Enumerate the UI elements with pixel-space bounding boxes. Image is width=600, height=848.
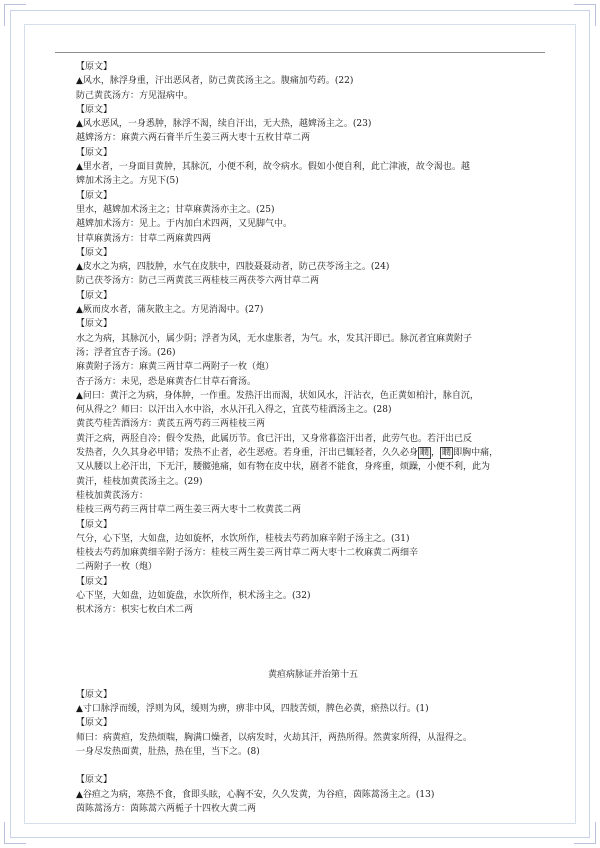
formula-line: 茵陈蒿汤方：茵陈蒿六两栀子十四枚大黄二两 [76, 803, 257, 814]
section-heading: 【原文】 [76, 104, 113, 115]
boxed-character: 瞤 [420, 448, 430, 459]
body-line-continued: 黄汗，桂枝加黄芪汤主之。(29) [76, 476, 203, 487]
formula-line: 甘草麻黄汤方：甘草二两麻黄四两 [76, 233, 212, 244]
text-run: 即胸中痛， [453, 448, 499, 459]
formula-line: 麻黄附子汤方：麻黄三两甘草二两附子一枚（炮） [76, 362, 275, 373]
body-line: ▲厥而皮水者，蒲灰散主之。方见消渴中。(27) [76, 305, 264, 316]
body-line: 心下坚，大如盘，边如旋盘，水饮所作，枳术汤主之。(32) [76, 590, 311, 601]
section-heading: 【原文】 [76, 775, 113, 786]
formula-line: 黄芪芍桂苦酒汤方：黄芪五两芍药三两桂枝三两 [76, 419, 266, 430]
body-line-continued: 何从得之？师曰：以汗出入水中浴，水从汗孔入得之，宜芪芍桂酒汤主之。(28) [76, 405, 392, 416]
section-heading: 【原文】 [76, 718, 113, 729]
section-heading: 【原文】 [76, 290, 113, 301]
section-heading: 【原文】 [76, 576, 113, 587]
section-heading: 【原文】 [76, 319, 113, 330]
body-line: 师曰：病黄疸，发热烦喘，胸满口燥者，以病发时，火劫其汗，两热所得。然黄家所得，从湿得之。 [76, 732, 473, 743]
text-run: 发热者，久久其身必甲错；发热不止者，必生恶疮。若身重，汗出已辄轻者，久久必身 [76, 448, 419, 459]
corner-ornament [574, 822, 596, 844]
section-heading: 【原文】 [76, 147, 113, 158]
body-line: 黄汗之病，两胫自冷；假令发热，此属历节。食已汗出，又身常暮盗汗出者，此劳气也。若汗出已反 [76, 433, 473, 444]
corner-ornament [4, 822, 26, 844]
corner-ornament [4, 4, 26, 26]
section-heading: 【原文】 [76, 190, 113, 201]
body-line: 里水，越婢加术汤主之；甘草麻黄汤亦主之。(25) [76, 204, 275, 215]
spacer [66, 618, 550, 668]
body-line-continued: 又从腰以上必汗出，下无汗，腰髋弛痛，如有物在皮中状，剧者不能食，身疼重，烦躁，小便不利，此为 [76, 462, 491, 473]
spacer [66, 759, 550, 773]
document-body [66, 60, 550, 816]
body-line-continued: 婢加术汤主之。方见下(5) [76, 176, 179, 187]
chapter-title: 黄疸病脉证并治第十五 [267, 669, 358, 680]
body-line: 水之为病，其脉沉小，属少阴；浮者为风，无水虚胀者，为气。水，发其汗即已。脉沉者宜麻黄附子 [76, 333, 473, 344]
body-line: ▲里水者，一身面目黄肿，其脉沉，小便不利，故令病水。假如小便自利，此亡津液，故令渴也。越 [76, 162, 470, 173]
formula-line: 桂枝三两芍药三两甘草二两生姜三两大枣十二枚黄芪二两 [76, 505, 302, 516]
formula-line-continued: 二两附子一枚（炮） [76, 562, 158, 573]
formula-line: 桂枝去芍药加麻黄细辛附子汤方：桂枝三两生姜三两甘草二两大枣十二枚麻黄二两细辛 [76, 548, 419, 559]
formula-line: 桂枝加黄芪汤方： [76, 490, 149, 501]
body-line: 气分，心下坚，大如盘，边如旋杯，水饮所作，桂枝去芍药加麻辛附子汤主之。(31) [76, 533, 410, 544]
boxed-character: 瞤 [442, 448, 452, 459]
body-line: ▲寸口脉浮而缓，浮则为风，缓则为痹，痹非中风，四肢苦烦，脾色必黄，瘀热以行。(1) [76, 704, 429, 715]
body-line: ▲风水，脉浮身重，汗出恶风者，防己黄芪汤主之。腹痛加芍药。(22) [76, 76, 354, 87]
body-line-continued [66, 446, 550, 460]
section-heading: 【原文】 [76, 689, 113, 700]
formula-line: 防己茯苓汤方：防己三两黄芪三两桂枝三两茯苓六两甘草二两 [76, 276, 320, 287]
formula-line: 防己黄芪汤方：方见湿病中。 [76, 90, 194, 101]
formula-line: 越婢加术汤方：见上。于内加白术四两，又见脚气中。 [76, 219, 293, 230]
header-rule [55, 52, 545, 53]
formula-line: 杏子汤方：未见，恐是麻黄杏仁甘草石膏汤。 [76, 376, 257, 387]
formula-line: 越婢汤方：麻黄六两石膏半斤生姜三两大枣十五枚甘草二两 [76, 133, 311, 144]
body-line: ▲风水恶风，一身悉肿，脉浮不渴，续自汗出，无大热，越婢汤主之。(23) [76, 119, 372, 130]
body-line: ▲皮水之为病，四肢肿，水气在皮肤中，四肢聂聂动者，防己茯苓汤主之。(24) [76, 262, 390, 273]
body-line-continued: 一身尽发热面黄，肚热，热在里，当下之。(8) [76, 747, 260, 758]
section-heading: 【原文】 [76, 247, 113, 258]
body-line-continued: 汤；浮者宜杏子汤。(26) [76, 347, 176, 358]
section-heading: 【原文】 [76, 62, 113, 72]
body-line: ▲问曰：黄汗之为病，身体肿，一作重。发热汗出而渴，状如风水，汗沾衣，色正黄如柏汁，脉自沉， [76, 390, 479, 401]
formula-line: 枳术汤方：枳实七枚白术二两 [76, 605, 194, 616]
text-run: ， [431, 448, 441, 459]
section-heading: 【原文】 [76, 519, 113, 530]
corner-ornament [574, 4, 596, 26]
body-line: ▲谷疸之为病，寒热不食，食即头眩，心胸不安，久久发黄，为谷疸，茵陈蒿汤主之。(13) [76, 789, 435, 800]
